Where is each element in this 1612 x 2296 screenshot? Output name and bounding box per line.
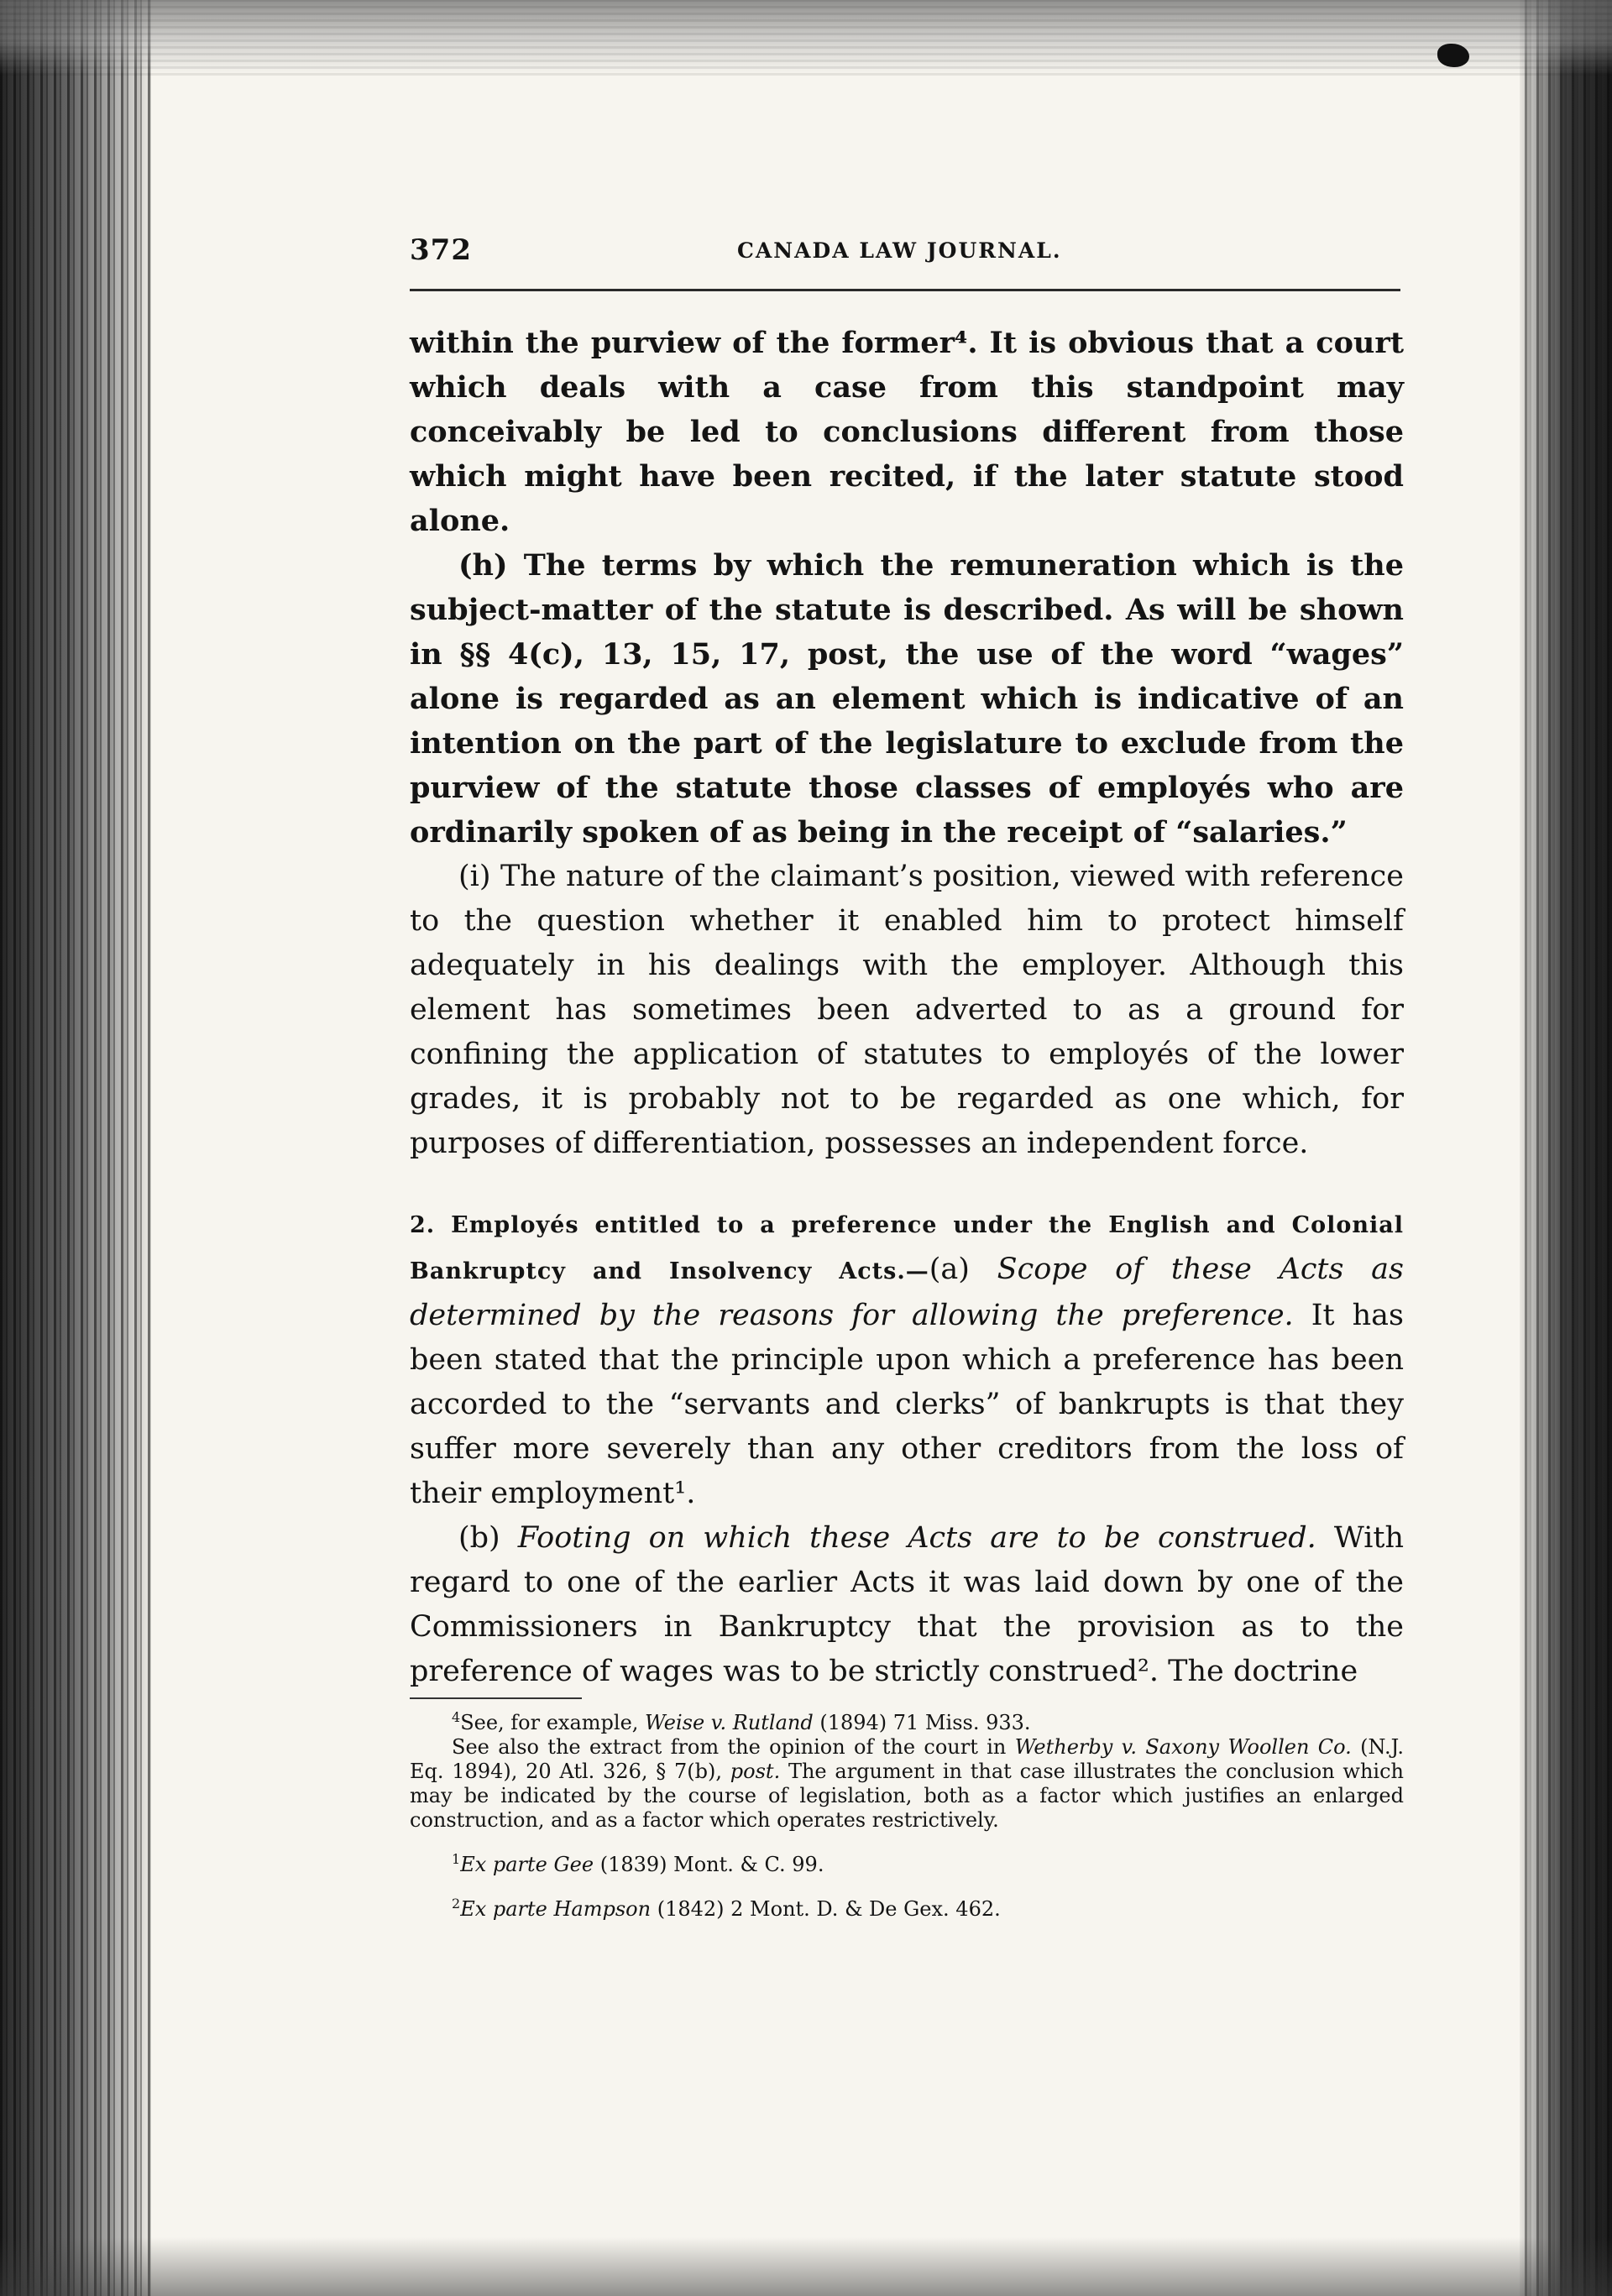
paragraph-b [410, 1516, 1404, 1694]
footnote-1-mark: 1 [452, 1851, 461, 1867]
footnote-2-citation: (1842) 2 Mont. D. & De Gex. 462. [651, 1897, 1001, 1921]
paragraph-i: (i) The nature of the claimant’s position, viewed with reference to the question whether it enabled him to protect himself adequately in his dealings with the employer. Although this element has sometimes been adverted to as a ground for confining the application of statutes to employés of the lower grades, it is probably not to be regarded as one which, for purposes of differentiation, possesses an independent force. [410, 860, 1404, 1160]
section-2 [410, 1201, 1404, 1516]
footnote-4-case: Weise v. Rutland [645, 1711, 814, 1734]
scan-border-top [0, 0, 1612, 76]
scan-border-right [1520, 0, 1612, 2296]
footnote-1 [410, 1853, 1404, 1877]
running-head [410, 233, 1409, 284]
footnote-4b-remainder: The argument in that case illustrates the conclusion which may be indicated by the course of legislation, both as a factor which justifies an enlarged construction, and as a factor which operates restrictively. [410, 1760, 1404, 1832]
paragraph-b-label: (b) [458, 1521, 518, 1555]
scan-border-bottom [0, 2237, 1612, 2296]
footnote-4 [410, 1711, 1404, 1735]
footnote-4-text: See, for example, [460, 1711, 646, 1734]
paragraph-h: (h) The terms by which the remuneration which is the subject-matter of the statute is described. As will be shown in §§ 4(c), 13, 15, 17, post, the use of the word “wages” alone is regarded as an element which is indicative of an intention on the part of the legislature to exclude from the purview of the statute those classes of employés who are ordinarily spoken of as being in the receipt of “salaries.” [410, 548, 1404, 850]
footnote-4b-case: Wetherby v. Saxony Woollen Co. [1014, 1735, 1352, 1759]
section-a-label: (a) [929, 1253, 997, 1286]
section-heading: 2. Employés entitled to a preference under the English and Colonial Bankruptcy and Insolvency Acts.— [410, 1212, 1404, 1284]
header-rule [410, 289, 1400, 291]
footnote-rule [410, 1697, 582, 1699]
footnote-4b-text: See also the extract from the opinion of the court in [452, 1735, 1015, 1759]
body-text [410, 321, 1404, 1694]
footnote-4-mark: 4 [452, 1709, 461, 1725]
footnote-4-citation: (1894) 71 Miss. 933. [813, 1711, 1031, 1734]
footnote-4-continued [410, 1735, 1404, 1833]
footnote-1-citation: (1839) Mont. & C. 99. [594, 1853, 824, 1876]
footnote-4b-post: post. [730, 1760, 781, 1783]
footnote-2 [410, 1897, 1404, 1922]
paragraph-b-text: With regard to one of the earlier Acts it was laid down by one of the Commissioners in Bankruptcy that the provision as to the preference of wages was to be strictly construed². The doctrine [410, 1521, 1404, 1688]
ink-blot [1437, 44, 1469, 67]
footnote-4b-citation: (N.J. Eq. 1894), 20 Atl. 326, § 7(b), [410, 1735, 1404, 1783]
footnote-1-case: Ex parte Gee [460, 1853, 594, 1876]
paragraph-b-title: Footing on which these Acts are to be construed. [517, 1521, 1316, 1555]
section-a-text: It has been stated that the principle upon which a preference has been accorded to the “servants and clerks” of bankrupts is that they suffer more severely than any other creditors from the loss of their employment¹. [410, 1299, 1404, 1510]
footnote-2-case: Ex parte Hampson [460, 1897, 652, 1921]
paragraph-1: within the purview of the former⁴. It is obvious that a court which deals with a case from this standpoint may conceivably be led to conclusions different from those which might have been recited, if the later statute stood alone. [410, 326, 1404, 538]
footnotes [410, 1711, 1404, 1922]
journal-title: CANADA LAW JOURNAL. [737, 238, 1062, 263]
page-number: 372 [410, 233, 472, 267]
scan-border-left [0, 0, 151, 2296]
section-a-title: Scope of these Acts as determined by the reasons for allowing the preference. [410, 1253, 1404, 1332]
footnote-2-mark: 2 [452, 1896, 461, 1912]
